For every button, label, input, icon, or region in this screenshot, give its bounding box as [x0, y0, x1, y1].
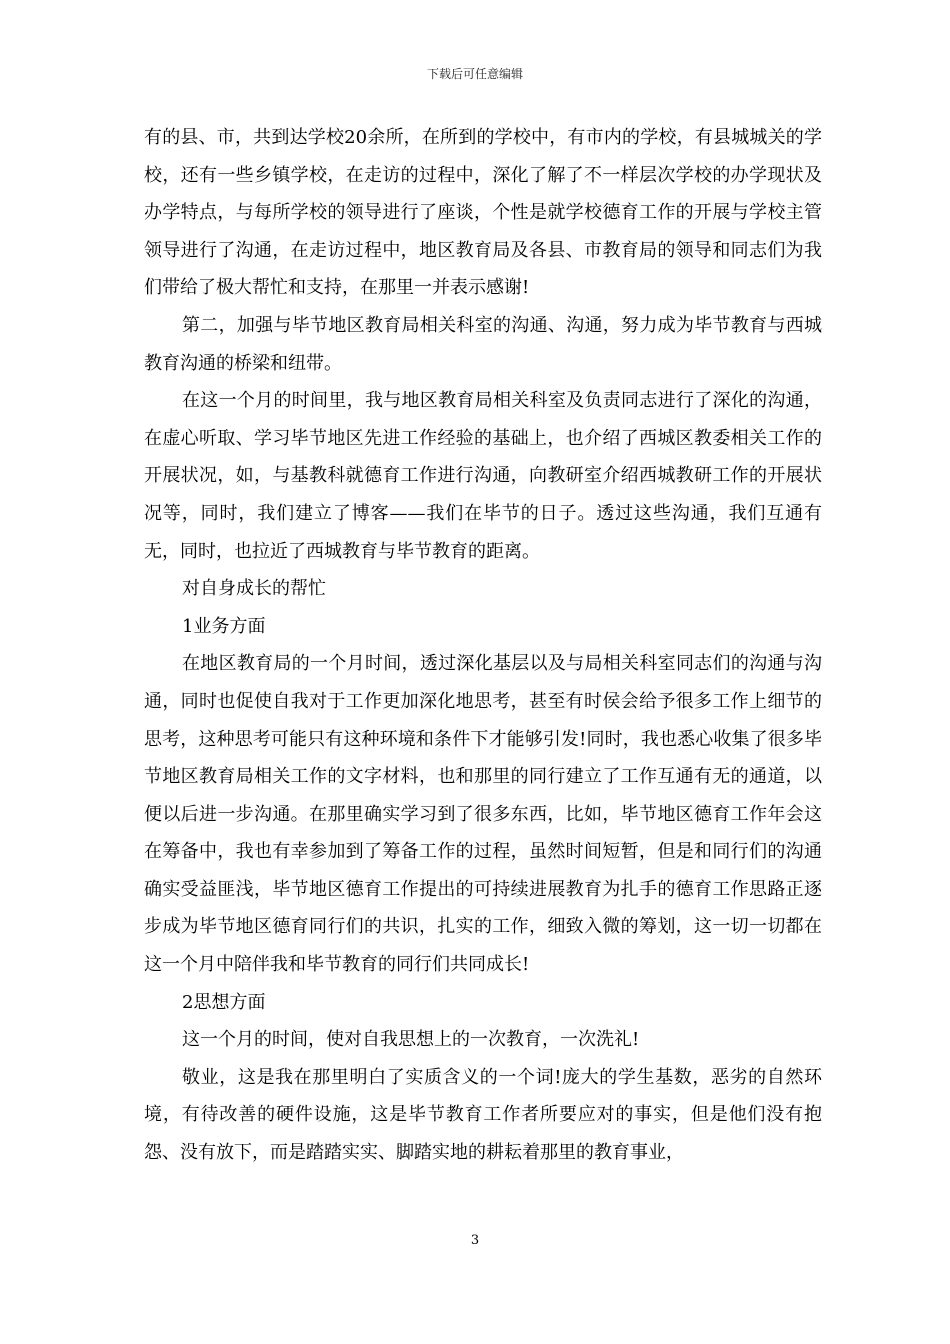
paragraph: 有的县、市，共到达学校20余所，在所到的学校中，有市内的学校，有县城城关的学校，还有一些乡镇学校，在走访的过程中，深化了解了不一样层次学校的办学现状及办学特点，与每所学校的领导进行了座谈，个性是就学校德育工作的开展与学校主管领导进行了沟通，在走访过程中，地区教育局及各县、市教育局的领导和同志们为我们带给了极大帮忙和支持，在那里一并表示感谢! — [144, 127, 822, 299]
sub-heading: 2思想方面 — [182, 991, 266, 1013]
paragraph: 在这一个月的时间里，我与地区教育局相关科室及负责同志进行了深化的沟通，在虚心听取、学习毕节地区先进工作经验的基础上，也介绍了西城区教委相关工作的开展状况，如，与基教科就德育工作进行沟通，向教研室介绍西城教研工作的开展状况等，同时，我们建立了博客——我们在毕节的日子。透过这些沟通，我们互通有无，同时，也拉近了西城教育与毕节教育的距离。 — [144, 390, 822, 562]
section-heading: 对自身成长的帮忙 — [182, 578, 326, 600]
document-body — [144, 119, 822, 1172]
sub-heading: 1业务方面 — [182, 615, 266, 637]
paragraph: 在地区教育局的一个月时间，透过深化基层以及与局相关科室同志们的沟通与沟通，同时也促使自我对于工作更加深化地思考，甚至有时侯会给予很多工作上细节的思考，这种思考可能只有这种环境和条件下才能够引发!同时，我也悉心收集了很多毕节地区教育局相关工作的文字材料，也和那里的同行建立了工作互通有无的通道，以便以后进一步沟通。在那里确实学习到了很多东西，比如，毕节地区德育工作年会这在筹备中，我也有幸参加到了筹备工作的过程，虽然时间短暂，但是和同行们的沟通确实受益匪浅，毕节地区德育工作提出的可持续进展教育为扎手的德育工作思路正逐步成为毕节地区德育同行们的共识，扎实的工作，细致入微的筹划，这一切一切都在这一个月中陪伴我和毕节教育的同行们共同成长! — [144, 653, 822, 976]
page-number: 3 — [470, 1233, 480, 1248]
paragraph: 第二，加强与毕节地区教育局相关科室的沟通、沟通，努力成为毕节教育与西城教育沟通的桥梁和纽带。 — [144, 314, 822, 374]
paragraph: 敬业，这是我在那里明白了实质含义的一个词!庞大的学生基数，恶劣的自然环境，有待改善的硬件设施，这是毕节教育工作者所要应对的事实，但是他们没有抱怨、没有放下，而是踏踏实实、脚踏实地的耕耘着那里的教育事业， — [144, 1066, 822, 1164]
paragraph: 这一个月的时间，使对自我思想上的一次教育，一次洗礼! — [182, 1029, 640, 1051]
page-header: 下载后可任意编辑 — [426, 67, 523, 81]
